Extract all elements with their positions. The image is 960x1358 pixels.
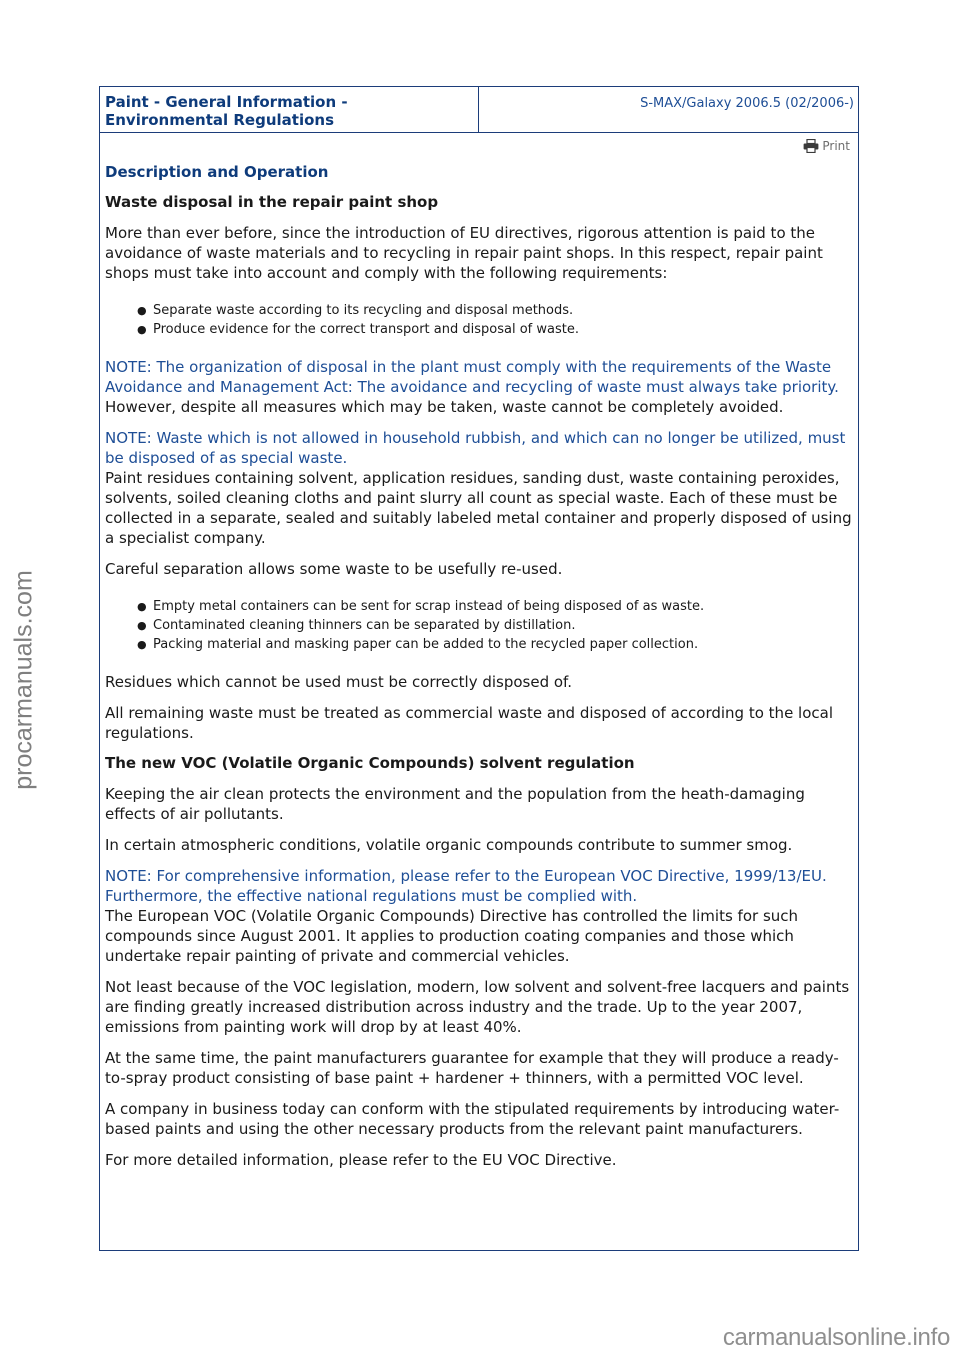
- paragraph-european-voc: The European VOC (Volatile Organic Compounds) Directive has controlled the limits for such compounds since August 2001. It applies to production coating companies and those which undertake repair painting of private and commercial vehicles.: [105, 907, 799, 965]
- paragraph-summer-smog: In certain atmospheric conditions, volatile organic compounds contribute to summer smog.: [105, 836, 793, 854]
- printer-icon: [803, 139, 819, 153]
- note-voc-directive: NOTE: For comprehensive information, please refer to the European VOC Directive, 1999/13/EU. Furthermore, the effective national regulations must be complied with.: [105, 867, 827, 905]
- note-disposal-organization: NOTE: The organization of disposal in the plant must comply with the requirements of the Waste Avoidance and Management Act: The avoidance and recycling of waste must always take priority.: [105, 358, 839, 396]
- paragraph-careful-separation: Careful separation allows some waste to be usefully re-used.: [105, 560, 563, 578]
- paragraph-paint-residues: Paint residues containing solvent, application residues, sanding dust, waste containing peroxides, solvents, soiled cleaning cloths and paint slurry all count as special waste. Each of these must be collected in a separate, sealed and suitably labeled metal container and properly disposed of using a specialist company.: [105, 469, 852, 547]
- list-item: ● Contaminated cleaning thinners can be separated by distillation.: [153, 616, 853, 635]
- paragraph-company-conform: A company in business today can conform with the stipulated requirements by introducing water-based paints and using the other necessary products from the relevant paint manufacturers.: [105, 1100, 840, 1138]
- side-watermark: [0, 545, 54, 815]
- paragraph-residues-disposal: Residues which cannot be used must be correctly disposed of.: [105, 673, 573, 691]
- print-label: Print: [822, 139, 850, 153]
- document-header: [100, 87, 858, 133]
- document-frame: [99, 86, 859, 1251]
- paragraph-manufacturers-guarantee: At the same time, the paint manufacturers guarantee for example that they will produce a ready-to-spray product consisting of base paint + hardener + thinners, with a permitted VOC level.: [105, 1049, 839, 1087]
- requirements-list: [105, 301, 853, 339]
- list-item: ● Separate waste according to its recycling and disposal methods.: [153, 301, 853, 320]
- bottom-watermark: carmanualsonline.info: [722, 1324, 950, 1351]
- page-title: Paint - General Information - Environmental Regulations: [100, 87, 479, 132]
- model-label: S-MAX/Galaxy 2006.5 (02/2006-): [640, 96, 854, 111]
- paragraph-clean-air: Keeping the air clean protects the environment and the population from the heath-damaging effects of air pollutants.: [105, 785, 805, 823]
- document-body: [100, 133, 858, 1170]
- side-watermark-text: procarmanuals.com: [9, 570, 38, 790]
- heading-waste-disposal: Waste disposal in the repair paint shop: [105, 193, 439, 211]
- paragraph-more-info: For more detailed information, please refer to the EU VOC Directive.: [105, 1151, 617, 1169]
- list-item: ● Produce evidence for the correct transport and disposal of waste.: [153, 320, 853, 339]
- heading-voc-regulation: The new VOC (Volatile Organic Compounds) solvent regulation: [105, 754, 635, 772]
- section-title: Description and Operation: [105, 163, 329, 181]
- paragraph-however: However, despite all measures which may be taken, waste cannot be completely avoided.: [105, 398, 784, 416]
- list-item: ● Packing material and masking paper can be added to the recycled paper collection.: [153, 635, 853, 654]
- print-button[interactable]: [803, 139, 850, 153]
- paragraph-intro: More than ever before, since the introduction of EU directives, rigorous attention is paid to the avoidance of waste materials and to recycling in repair paint shops. In this respect, repair paint shops must take into account and comply with the following requirements:: [105, 224, 823, 282]
- note-special-waste: NOTE: Waste which is not allowed in household rubbish, and which can no longer be utilized, must be disposed of as special waste.: [105, 429, 846, 467]
- paragraph-remaining-waste: All remaining waste must be treated as commercial waste and disposed of according to the local regulations.: [105, 704, 834, 742]
- paragraph-voc-legislation: Not least because of the VOC legislation, modern, low solvent and solvent-free lacquers and paints are finding greatly increased distribution across industry and the trade. Up to the year 2007, emissions from painting work will drop by at least 40%.: [105, 978, 850, 1036]
- reuse-list: [105, 597, 853, 654]
- list-item: ● Empty metal containers can be sent for scrap instead of being disposed of as waste.: [153, 597, 853, 616]
